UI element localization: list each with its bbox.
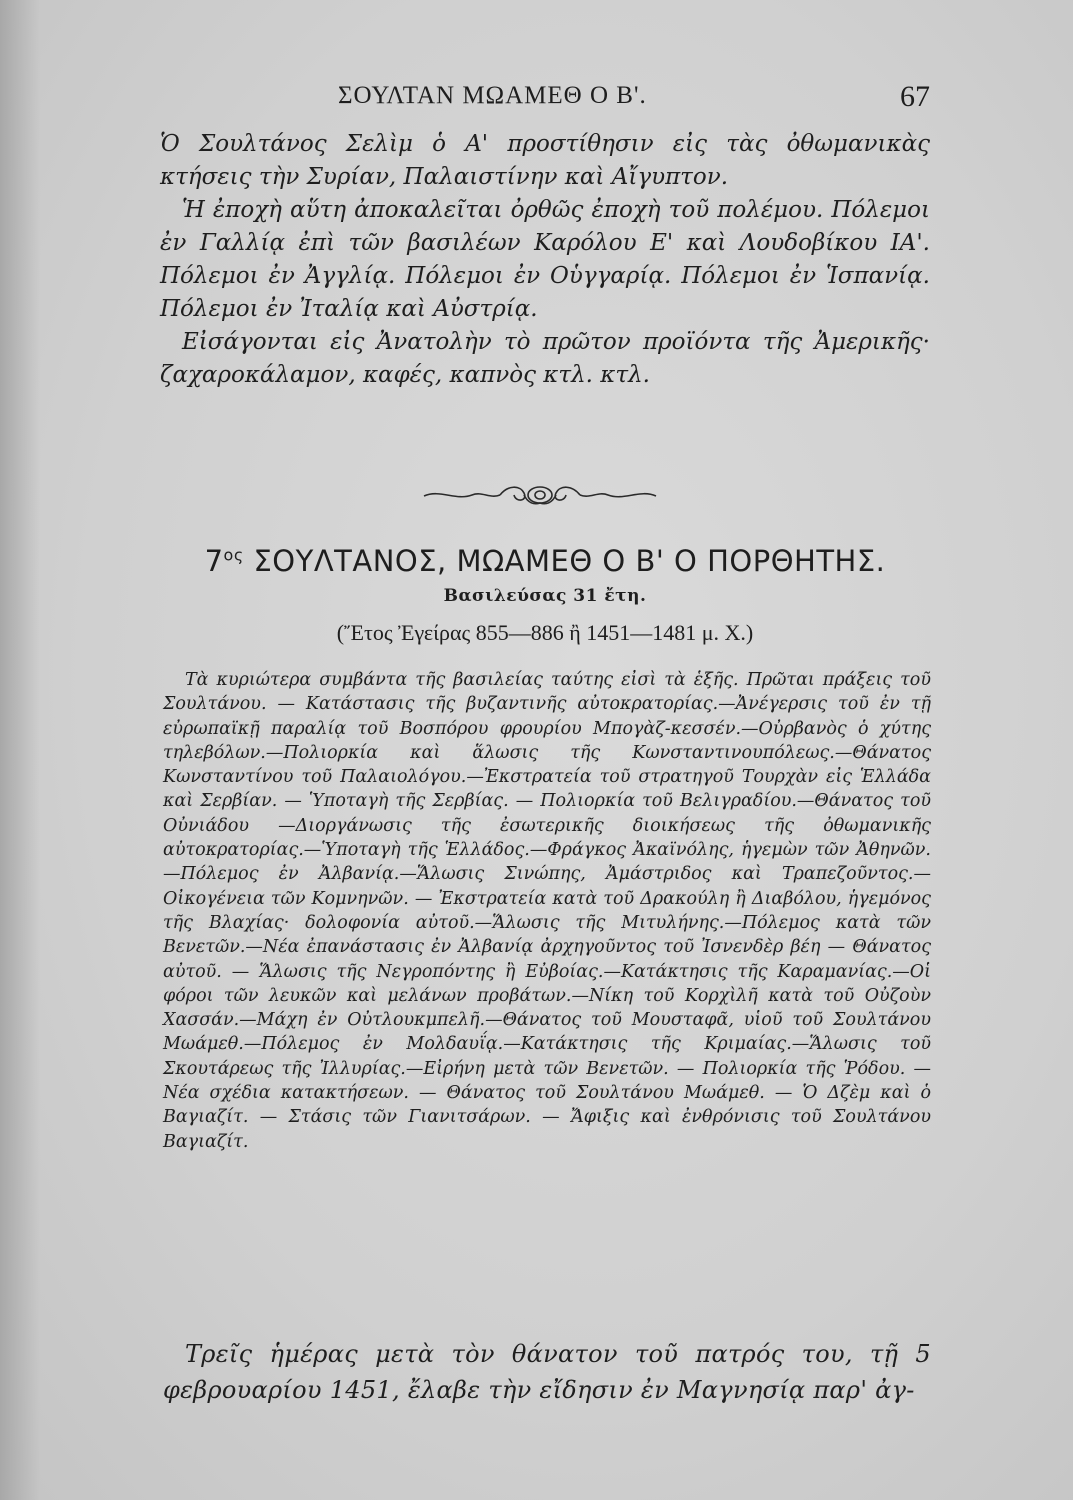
- running-head: [150, 82, 930, 122]
- chapter-title: [150, 544, 940, 578]
- running-title: ΣΟΥΛΤΑΝ ΜΩΑΜΕΘ Ο Β'.: [338, 82, 647, 109]
- intro-section: [160, 128, 930, 392]
- gutter-shadow: [0, 0, 40, 1500]
- chapter-title-text: ΣΟΥΛΤΑΝΟΣ, ΜΩΑΜΕΘ Ο Β' Ο ΠΟΡΘΗΤΗΣ.: [253, 544, 886, 578]
- chapter-number-suffix: ος: [223, 545, 244, 565]
- intro-paragraph: Εἰσάγονται εἰς Ἀνατολὴν τὸ πρῶτον προϊόντα τῆς Ἀμερικῆς· ζαχαροκάλαμον, καφές, καπνὸς κτλ. κτλ.: [160, 329, 930, 388]
- intro-paragraph: Ἡ ἐποχὴ αὕτη ἀποκαλεῖται ὀρθῶς ἐποχὴ τοῦ πολέμου. Πόλεμοι ἐν Γαλλίᾳ ἐπὶ τῶν βασιλέων Καρόλου Ε' καὶ Λουδοβίκου ΙΑ'. Πόλεμοι ἐν Ἀγγλίᾳ. Πόλεμοι ἐν Οὑγγαρίᾳ. Πόλεμοι ἐν Ἱσπανίᾳ. Πόλεμοι ἐν Ἰταλίᾳ καὶ Αὐστρίᾳ.: [160, 197, 930, 322]
- body-paragraph: Τρεῖς ἡμέρας μετὰ τὸν θάνατον τοῦ πατρός του, τῇ 5 φεβρουαρίου 1451, ἔλαβε τὴν εἴδησιν ἐν Μαγνησίᾳ παρ' ἀγ-: [163, 1340, 931, 1404]
- reign-years: (Ἔτος Ἐγείρας 855—886 ἢ 1451—1481 μ. Χ.): [336, 620, 754, 645]
- chapter-number: 7: [204, 544, 224, 578]
- page-number: 67: [900, 80, 930, 113]
- ornament-divider: [420, 483, 660, 507]
- reign-duration: Βασιλεύσας 31 ἔτη.: [443, 586, 647, 606]
- intro-paragraph: Ὁ Σουλτάνος Σελὶμ ὁ Α' προστίθησιν εἰς τὰς ὀθωμανικὰς κτήσεις τὴν Συρίαν, Παλαιστίνην καὶ Αἴγυπτον.: [160, 131, 930, 190]
- body-section: [163, 1336, 931, 1408]
- chapter-summary: Τὰ κυριώτερα συμβάντα τῆς βασιλείας ταύτης εἰσὶ τὰ ἑξῆς. Πρῶται πράξεις τοῦ Σουλτάνου. — Κατάστασις τῆς βυζαντινῆς αὐτοκρατορίας.—Ἀνέγερσις τοῦ ἐν τῇ εὐρωπαϊκῇ παραλίᾳ τοῦ Βοσπόρου φρουρίου Μπογὰζ-κεσσέν.—Οὐρβανὸς ὁ χύτης τηλεβόλων.—Πολιορκία καὶ ἅλωσις τῆς Κωνσταντινουπόλεως.—Θάνατος Κωνσταντίνου τοῦ Παλαιολόγου.—Ἐκστρατεία τοῦ στρατηγοῦ Τουρχὰν εἰς Ἑλλάδα καὶ Σερβίαν. — Ὑποταγὴ τῆς Σερβίας. — Πολιορκία τοῦ Βελιγραδίου.—Θάνατος τοῦ Οὐνιάδου —Διοργάνωσις τῆς ἐσωτερικῆς διοικήσεως τῆς ὀθωμανικῆς αὐτοκρατορίας.—Ὑποταγὴ τῆς Ἑλλάδος.—Φράγκος Ἀκαϊνόλης, ἡγεμὼν τῶν Ἀθηνῶν.—Πόλεμος ἐν Ἀλβανίᾳ.—Ἅλωσις Σινώπης, Ἀμάστριδος καὶ Τραπεζοῦντος.—Οἰκογένεια τῶν Κομνηνῶν. — Ἐκστρατεία κατὰ τοῦ Δρακούλη ἢ Διαβόλου, ἡγεμόνος τῆς Βλαχίας· δολοφονία αὐτοῦ.—Ἅλωσις τῆς Μιτυλήνης.—Πόλεμος κατὰ τῶν Βενετῶν.—Νέα ἐπανάστασις ἐν Ἀλβανίᾳ ἀρχηγοῦντος τοῦ Ἰσνενδὲρ βέη — Θάνατος αὐτοῦ. — Ἅλωσις τῆς Νεγροπόντης ἢ Εὐβοίας.—Κατάκτησις τῆς Καραμανίας.—Οἱ φόροι τῶν λευκῶν καὶ μελάνων προβάτων.—Νίκη τοῦ Κορχὶλῆ κατὰ τοῦ Οὐζοὺν Χασσάν.—Μάχη ἐν Οὐτλουκμπελῆ.—Θάνατος τοῦ Μουσταφᾶ, υἱοῦ τοῦ Σουλτάνου Μωάμεθ.—Πόλεμος ἐν Μολδαυΐᾳ.—Κατάκτησις τῆς Κριμαίας.—Ἅλωσις τοῦ Σκουτάρεως τῆς Ἰλλυρίας.—Εἰρήνη μετὰ τῶν Βενετῶν. — Πολιορκία τῆς Ῥόδου. — Νέα σχέδια κατακτήσεων. — Θάνατος τοῦ Σουλτάνου Μωάμεθ. — Ὁ Δζὲμ καὶ ὁ Βαγιαζίτ. — Στάσις τῶν Γιανιτσάρων. — Ἄφιξις καὶ ἐνθρόνισις τοῦ Σουλτάνου Βαγιαζίτ.: [163, 670, 931, 1152]
